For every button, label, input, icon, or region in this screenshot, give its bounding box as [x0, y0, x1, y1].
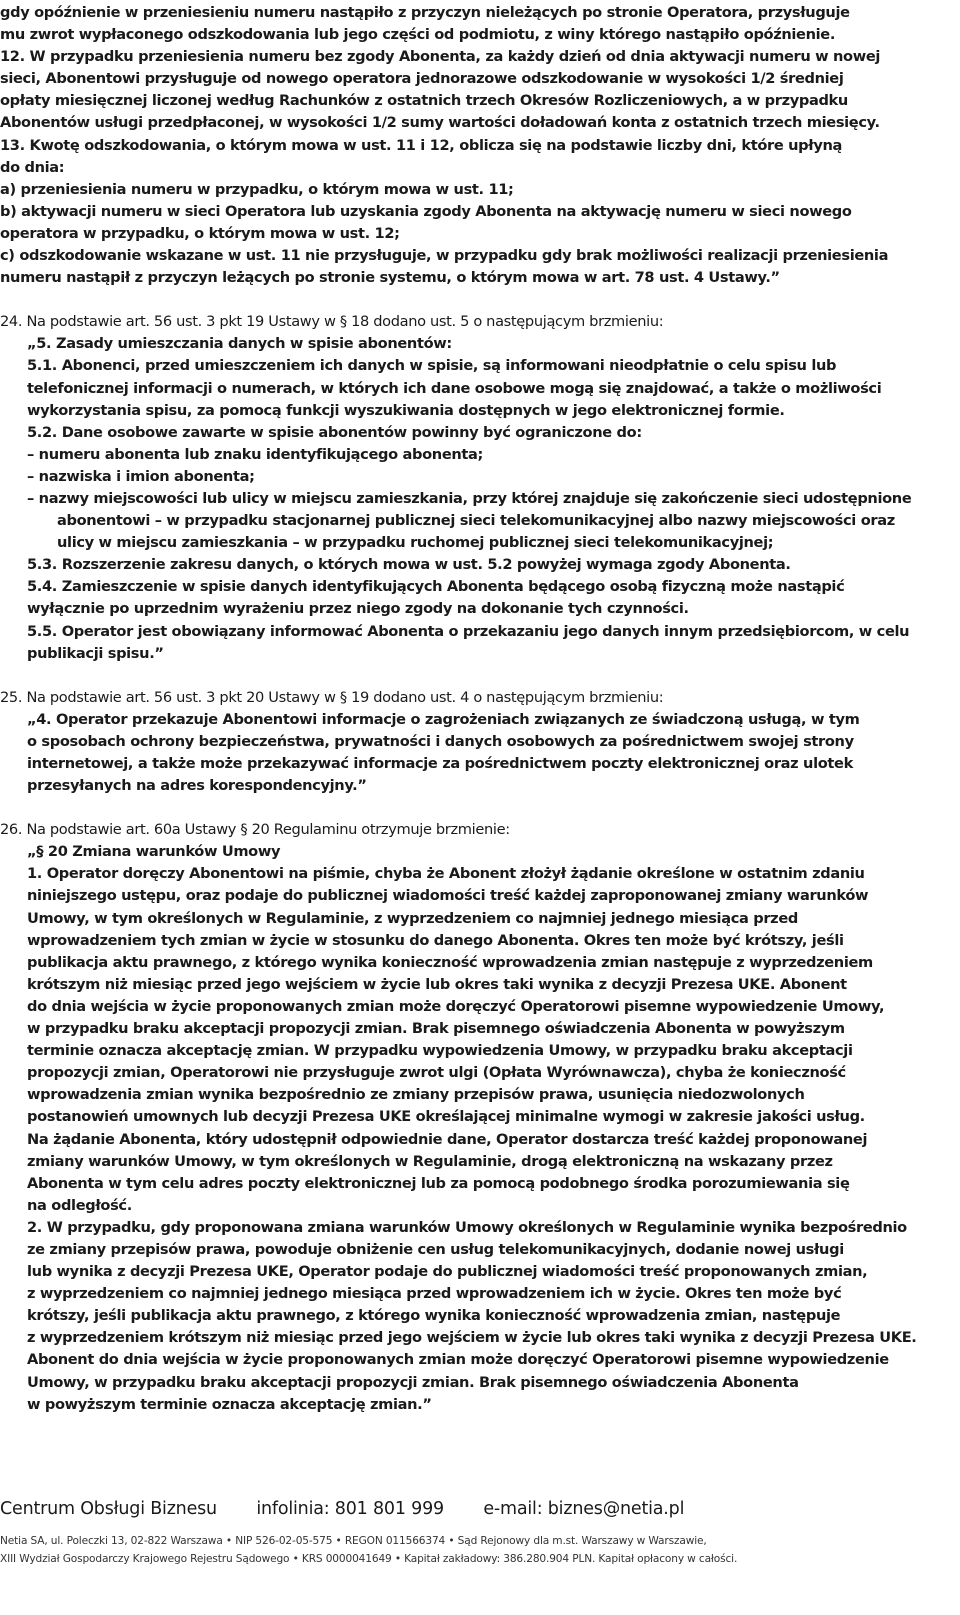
text-line: postanowień umownych lub decyzji Prezesa UKE określającej minimalne wymogi w zakresie jakości usług.: [27, 1108, 865, 1126]
footer-legal-line-2: XIII Wydział Gospodarczy Krajowego Rejestru Sądowego • KRS 0000041649 • Kapitał zakładowy: 386.280.904 PLN. Kapitał opłacony w całości.: [0, 1552, 738, 1565]
text-line: 13. Kwotę odszkodowania, o którym mowa w ust. 11 i 12, oblicza się na podstawie liczby dni, które upłyną: [0, 136, 843, 154]
text-line: opłaty miesięcznej liczonej według Rachunków z ostatnich trzech Okresów Rozliczeniowych, a w przypadku: [0, 92, 848, 110]
text-line: krótszym niż miesiąc przed jego wejściem w życie lub okres taki wynika z decyzji Prezesa UKE. Abonent: [27, 975, 847, 993]
paragraph-gap: [0, 797, 952, 819]
text-line: operatora w przypadku, o którym mowa w ust. 12;: [0, 224, 400, 242]
text-line: o sposobach ochrony bezpieczeństwa, prywatności i danych osobowych za pośrednictwem swojej strony: [27, 732, 854, 750]
text-line: terminie oznacza akceptację zmian. W przypadku wypowiedzenia Umowy, w przypadku braku akceptacji: [27, 1042, 853, 1060]
footer-center-name: Centrum Obsługi Biznesu: [0, 1499, 217, 1519]
footer-legal-line-1: Netia SA, ul. Poleczki 13, 02-822 Warszawa • NIP 526-02-05-575 • REGON 011566374 • Sąd Rejonowy dla m.st. Warszawy w Warszawie,: [0, 1535, 707, 1547]
text-line: Abonenta w tym celu adres poczty elektronicznej lub za pomocą podobnego środka porozumiewania się: [27, 1174, 850, 1192]
text-line: 5.4. Zamieszczenie w spisie danych identyfikujących Abonenta będącego osobą fizyczną może nastąpić: [27, 578, 845, 596]
text-line: „5. Zasady umieszczania danych w spisie abonentów:: [27, 335, 452, 353]
text-line: internetowej, a także może przekazywać informacje za pośrednictwem poczty elektronicznej oraz ulotek: [27, 755, 853, 772]
section-heading-25: 25. Na podstawie art. 56 ust. 3 pkt 20 Ustawy w § 19 dodano ust. 4 o następującym brzmieniu:: [0, 688, 664, 706]
text-line: ze zmiany przepisów prawa, powoduje obniżenie cen usług telekomunikacyjnych, dodanie nowej usługi: [27, 1240, 844, 1258]
text-line: telefonicznej informacji o numerach, w których ich dane osobowe mogą się znajdować, a także o możliwości: [27, 379, 882, 397]
text-line: w powyższym terminie oznacza akceptację zmian.”: [27, 1395, 432, 1413]
text-line: wyłącznie po uprzednim wyrażeniu przez niego zgody na dokonanie tych czynności.: [27, 600, 689, 618]
text-line: wprowadzenia zmian wynika bezpośrednio ze zmiany przepisów prawa, usunięcia niedozwolonych: [27, 1086, 805, 1104]
text-line: do dnia:: [0, 158, 65, 176]
text-line: Na żądanie Abonenta, który udostępnił odpowiednie dane, Operator dostarcza treść każdej proponowanej: [27, 1130, 868, 1148]
text-line: z wyprzedzeniem co najmniej jednego miesiąca przed wprowadzeniem ich w życie. Okres ten może być: [27, 1285, 842, 1303]
text-line: krótszy, jeśli publikacja aktu prawnego, z którego wynika konieczność wprowadzenia zmian, następuje: [27, 1307, 841, 1325]
dash-item: – nazwy miejscowości lub ulicy w miejscu zamieszkania, przy której znajduje się zakończenie sieci udostępnione: [27, 489, 912, 507]
text-line: Umowy, w tym określonych w Regulaminie, z wyprzedzeniem co najmniej jednego miesiąca przed: [27, 909, 798, 927]
section-heading-26: 26. Na podstawie art. 60a Ustawy § 20 Regulaminu otrzymuje brzmienie:: [0, 821, 510, 839]
text-line: abonentowi – w przypadku stacjonarnej publicznej sieci telekomunikacyjnej albo nazwy miejscowości oraz: [57, 512, 895, 530]
text-line: w przypadku braku akceptacji propozycji zmian. Brak pisemnego oświadczenia Abonenta w powyższym: [27, 1020, 845, 1038]
footer-legal: [0, 1533, 960, 1568]
text-line: sieci, Abonentowi przysługuje od nowego operatora jednorazowe odszkodowanie w wysokości 1/2 średniej: [0, 70, 844, 88]
paragraph-gap: [0, 289, 952, 311]
text-line: do dnia wejścia w życie proponowanych zmian może doręczyć Operatorowi pisemne wypowiedzenie Umowy,: [27, 997, 885, 1015]
document-body: [0, 2, 952, 1416]
text-line: na odległość.: [27, 1196, 132, 1214]
text-line: b) aktywacji numeru w sieci Operatora lub uzyskania zgody Abonenta na aktywację numeru w sieci nowego: [0, 202, 852, 220]
section-heading-24: 24. Na podstawie art. 56 ust. 3 pkt 19 Ustawy w § 18 dodano ust. 5 o następującym brzmieniu:: [0, 313, 664, 331]
text-line: 5.2. Dane osobowe zawarte w spisie abonentów powinny być ograniczone do:: [27, 423, 642, 441]
footer-contact-line: [0, 1497, 960, 1521]
text-line: z wyprzedzeniem krótszym niż miesiąc przed jego wejściem w życie lub okres taki wynika z decyzji Prezesa UKE.: [27, 1329, 917, 1347]
text-line: „4. Operator przekazuje Abonentowi informacje o zagrożeniach związanych ze świadczoną usługą, w tym: [27, 710, 860, 728]
dash-item: – numeru abonenta lub znaku identyfikującego abonenta;: [27, 445, 484, 463]
text-line: publikacja aktu prawnego, z którego wynika konieczność wprowadzenia zmian następuje z wyprzedzeniem: [27, 953, 873, 971]
text-line: 5.3. Rozszerzenie zakresu danych, o których mowa w ust. 5.2 powyżej wymaga zgody Abonenta.: [27, 556, 791, 574]
text-line: numeru nastąpił z przyczyn leżących po stronie systemu, o którym mowa w art. 78 ust. 4 Ustawy.”: [0, 269, 780, 287]
text-line: propozycji zmian, Operatorowi nie przysługuje zwrot ulgi (Opłata Wyrównawcza), chyba że konieczność: [27, 1064, 846, 1082]
page-footer: [0, 1497, 960, 1568]
footer-email: e-mail: biznes@netia.pl: [483, 1499, 685, 1519]
footer-infoline: infolinia: 801 801 999: [256, 1499, 444, 1519]
text-line: ulicy w miejscu zamieszkania – w przypadku ruchomej publicznej sieci telekomunikacyjnej;: [57, 534, 774, 552]
text-line: 5.5. Operator jest obowiązany informować Abonenta o przekazaniu jego danych innym przedsiębiorcom, w celu: [27, 622, 910, 640]
text-line: c) odszkodowanie wskazane w ust. 11 nie przysługuje, w przypadku gdy brak możliwości realizacji przeniesienia: [0, 247, 889, 265]
text-line: niniejszego ustępu, oraz podaje do publicznej wiadomości treść każdej zaproponowanej zmiany warunków: [27, 887, 869, 905]
text-line: a) przeniesienia numeru w przypadku, o którym mowa w ust. 11;: [0, 180, 514, 198]
text-line: Abonentów usługi przedpłaconej, w wysokości 1/2 sumy wartości doładowań konta z ostatnich trzech miesięcy.: [0, 114, 880, 132]
text-line: 5.1. Abonenci, przed umieszczeniem ich danych w spisie, są informowani nieodpłatnie o celu spisu lub: [27, 357, 837, 375]
text-line: Abonent do dnia wejścia w życie proponowanych zmian może doręczyć Operatorowi pisemne wypowiedzenie: [27, 1351, 889, 1369]
text-line: gdy opóźnienie w przeniesieniu numeru nastąpiło z przyczyn nieleżących po stronie Operatora, przysługuje: [0, 4, 850, 21]
text-line: wprowadzeniem tych zmian w życie w stosunku do danego Abonenta. Okres ten może być krótszy, jeśli: [27, 931, 844, 949]
text-line: przesyłanych na adres korespondencyjny.”: [27, 777, 367, 795]
text-line: 12. W przypadku przeniesienia numeru bez zgody Abonenta, za każdy dzień od dnia aktywacji numeru w nowej: [0, 48, 881, 66]
dash-item: – nazwiska i imion abonenta;: [27, 467, 255, 485]
text-line: „§ 20 Zmiana warunków Umowy: [27, 843, 281, 861]
paragraph-gap: [0, 665, 952, 687]
text-line: 1. Operator doręczy Abonentowi na piśmie, chyba że Abonent złożył żądanie określone w ostatnim zdaniu: [27, 865, 865, 883]
text-line: 2. W przypadku, gdy proponowana zmiana warunków Umowy określonych w Regulaminie wynika bezpośrednio: [27, 1218, 907, 1236]
text-line: lub wynika z decyzji Prezesa UKE, Operator podaje do publicznej wiadomości treść proponowanych zmian,: [27, 1263, 868, 1281]
text-line: Umowy, w przypadku braku akceptacji propozycji zmian. Brak pisemnego oświadczenia Abonenta: [27, 1373, 799, 1391]
text-line: mu zwrot wypłaconego odszkodowania lub jego części od podmiotu, z winy którego nastąpiło opóźnienie.: [0, 26, 836, 44]
text-line: publikacji spisu.”: [27, 644, 164, 662]
text-line: zmiany warunków Umowy, w tym określonych w Regulaminie, drogą elektroniczną na wskazany przez: [27, 1152, 833, 1170]
text-line: wykorzystania spisu, za pomocą funkcji wyszukiwania dostępnych w jego elektronicznej formie.: [27, 401, 785, 419]
